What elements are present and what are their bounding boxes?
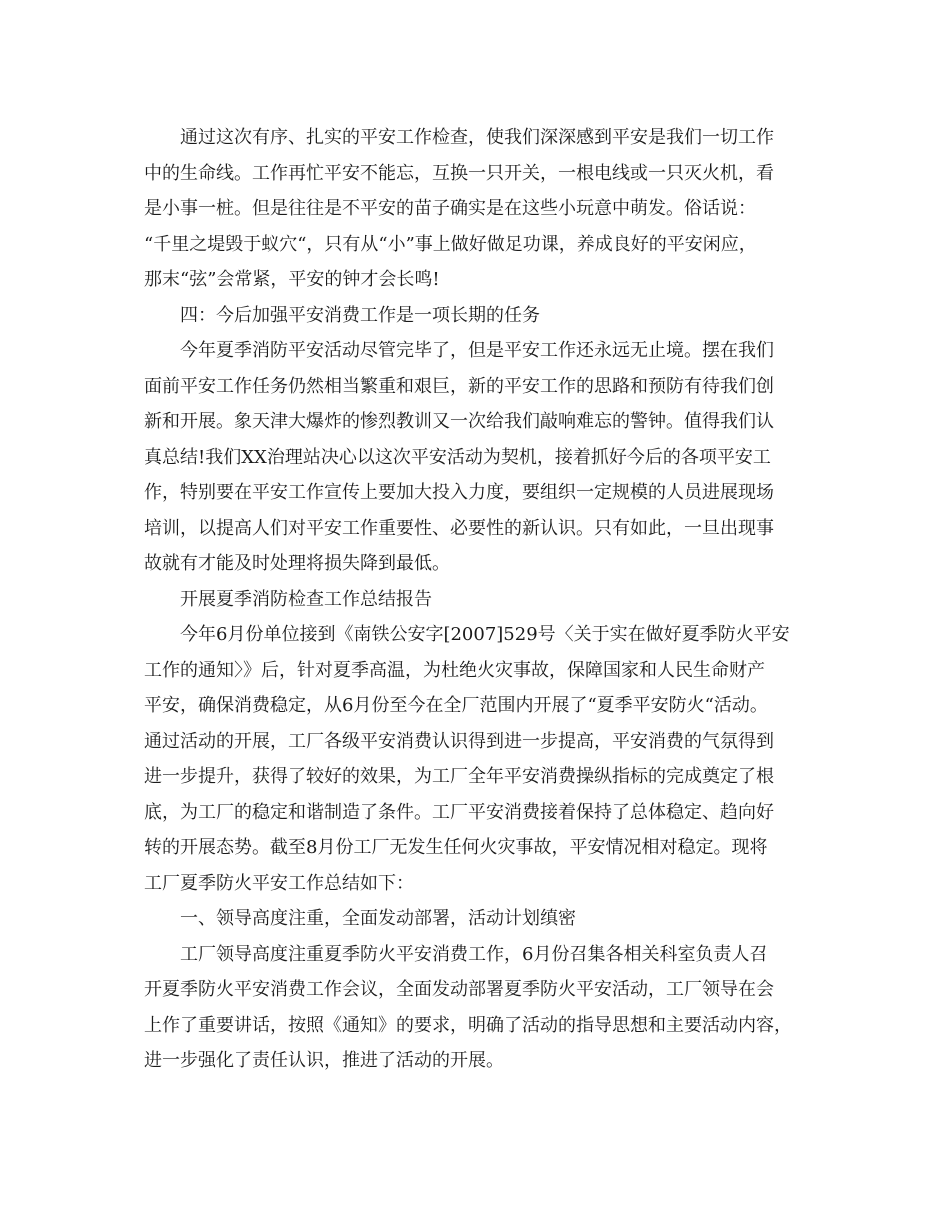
- paragraph-line: 工作的通知〉》后，针对夏季高温，为杜绝火灾事故，保障国家和人民生命财产: [144, 659, 765, 681]
- paragraph-line: 今年6月份单位接到《南铁公安字[2007]529号〈关于实在做好夏季防火平安: [180, 624, 790, 645]
- paragraph-line: 转的开展态势。截至8月份工厂无发生任何火灾事故，平安情况相对稳定。现将: [144, 837, 768, 858]
- paragraph-line: 面前平安工作任务仍然相当繁重和艰巨，新的平安工作的思路和预防有待我们创: [144, 375, 774, 397]
- paragraph-line: 是小事一桩。但是往往是不平安的苗子确实是在这些小玩意中萌发。俗话说：: [144, 198, 756, 219]
- paragraph-line: 培训，以提高人们对平安工作重要性、必要性的新认识。只有如此，一旦出现事: [144, 517, 774, 539]
- paragraph-line: 开夏季防火平安消费工作会议，全面发动部署夏季防火平安活动，工厂领导在会: [144, 979, 774, 1000]
- paragraph-line: 进一步强化了责任认识，推进了活动的开展。: [144, 1050, 504, 1071]
- paragraph-line: 通过这次有序、扎实的平安工作检查，使我们深深感到平安是我们一切工作: [180, 127, 774, 148]
- paragraph-line: 中的生命线。工作再忙平安不能忘，互换一只开关，一根电线或一只灭火机，看: [144, 162, 774, 184]
- paragraph-line: 真总结!我们XX治理站决心以这次平安活动为契机，接着抓好今后的各项平安工: [144, 446, 771, 468]
- paragraph-line: 进一步提升，获得了较好的效果，为工厂全年平安消费操纵指标的完成奠定了根: [144, 766, 774, 787]
- paragraph-line: 通过活动的开展，工厂各级平安消费认识得到进一步提高，平安消费的气氛得到: [144, 730, 774, 752]
- report-title: 开展夏季消防检查工作总结报告: [180, 588, 432, 610]
- paragraph-line: 上作了重要讲话，按照《通知》的要求，明确了活动的指导思想和主要活动内容，: [144, 1014, 792, 1036]
- paragraph-line: 新和开展。象天津大爆炸的惨烈教训又一次给我们敲响难忘的警钟。值得我们认: [144, 411, 774, 432]
- paragraph-line: 故就有才能及时处理将损失降到最低。: [144, 553, 450, 574]
- section-heading: 一、领导高度注重，全面发动部署，活动计划缜密: [180, 908, 576, 929]
- paragraph-line: 工厂领导高度注重夏季防火平安消费工作，6月份召集各相关科室负责人召: [180, 943, 768, 965]
- paragraph-line: 工厂夏季防火平安工作总结如下：: [144, 872, 414, 894]
- paragraph-line: 底，为工厂的稳定和谐制造了条件。工厂平安消费接着保持了总体稳定、趋向好: [144, 801, 774, 823]
- section-heading: 四：今后加强平安消费工作是一项长期的任务: [180, 304, 540, 326]
- paragraph-line: 今年夏季消防平安活动尽管完毕了，但是平安工作还永远无止境。摆在我们: [180, 340, 774, 361]
- paragraph-line: 平安，确保消费稳定，从6月份至今在全厂范围内开展了“夏季平安防火“活动。: [144, 695, 768, 716]
- document-body: [144, 120, 814, 1079]
- paragraph-line: “千里之堤毁于蚁穴“，只有从“小”事上做好做足功课，养成良好的平安闲应，: [144, 233, 757, 255]
- paragraph-line: 作，特别要在平安工作宣传上要加大投入力度，要组织一定规模的人员进展现场: [144, 482, 774, 503]
- paragraph-line: 那末“弦”会常紧，平安的钟才会长鸣!: [144, 269, 440, 290]
